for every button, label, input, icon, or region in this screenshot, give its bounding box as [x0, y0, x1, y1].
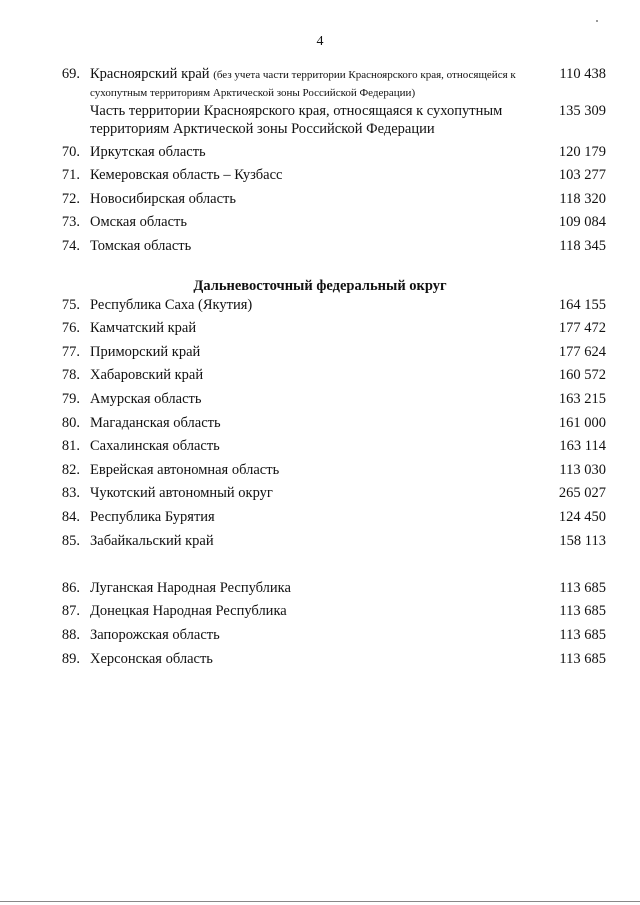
scan-mark — [596, 20, 598, 22]
row-number: 76. — [61, 320, 80, 336]
row-number: 87. — [61, 603, 80, 619]
row-value: 265 027 — [558, 485, 606, 501]
row-name: Еврейская автономная область — [90, 462, 280, 478]
row-value: 135 309 — [558, 103, 606, 119]
row-value: 113 685 — [559, 580, 606, 596]
row-value: 177 472 — [558, 320, 606, 336]
row-number: 82. — [61, 462, 80, 478]
row-number: 79. — [61, 391, 80, 407]
row-number: 78. — [61, 367, 80, 383]
row-value: 118 320 — [559, 191, 606, 207]
row-value: 163 215 — [558, 391, 606, 407]
row-name: Амурская область — [90, 391, 202, 407]
row-number: 81. — [61, 438, 80, 454]
row-name: Сахалинская область — [90, 438, 220, 454]
row-value: 164 155 — [558, 297, 606, 313]
row-number: 74. — [61, 238, 80, 254]
row-number: 80. — [61, 415, 80, 431]
row-number: 88. — [61, 627, 80, 643]
row-number: 70. — [61, 144, 80, 160]
row-number: 75. — [61, 297, 80, 313]
row-name: Камчатский край — [90, 320, 197, 336]
row-name: Донецкая Народная Республика — [90, 603, 287, 619]
row-value: 120 179 — [558, 144, 606, 160]
row-value: 109 084 — [558, 214, 606, 230]
row-number: 73. — [61, 214, 80, 230]
row-number: 77. — [61, 344, 80, 360]
row-number: 89. — [61, 651, 80, 667]
row-number: 83. — [61, 485, 80, 501]
region-name: Красноярский край — [90, 66, 210, 82]
row-name: Забайкальский край — [90, 533, 214, 549]
row-value: 113 685 — [559, 651, 606, 667]
region-note: (без учета части территории Красноярского края, относящейся к сухопутным территориям Арктической зоны Российской Федерации) — [90, 69, 516, 99]
row-number: 85. — [61, 533, 80, 549]
row-number: 84. — [61, 509, 80, 525]
row-name: Республика Саха (Якутия) — [90, 297, 253, 313]
row-value: 113 030 — [559, 462, 606, 478]
row-value: 163 114 — [559, 438, 606, 454]
row-name: Омская область — [90, 214, 187, 230]
row-name: Запорожская область — [90, 627, 220, 643]
row-name: Томская область — [90, 238, 192, 254]
row-name: Приморский край — [90, 344, 201, 360]
row-value: 118 345 — [559, 238, 606, 254]
row-value: 177 624 — [558, 344, 606, 360]
row-name: Чукотский автономный округ — [90, 485, 273, 501]
row-name: Часть территории Красноярского края, относящаяся к сухопутным территориям Арктической зоны Российской Федерации — [90, 103, 503, 137]
row-value: 161 000 — [558, 415, 606, 431]
section-heading: Дальневосточный федеральный округ — [193, 278, 447, 294]
row-name: Республика Бурятия — [90, 509, 215, 525]
row-name: Иркутская область — [90, 144, 206, 160]
row-name: Луганская Народная Республика — [90, 580, 291, 596]
row-name: Магаданская область — [90, 415, 221, 431]
row-name: Кемеровская область – Кузбасс — [90, 167, 283, 183]
row-number: 71. — [61, 167, 80, 183]
row-number: 86. — [61, 580, 80, 596]
row-value: 103 277 — [558, 167, 606, 183]
row-value: 124 450 — [558, 509, 606, 525]
row-name — [90, 65, 545, 101]
row-value: 110 438 — [559, 66, 606, 82]
row-number: 69. — [61, 66, 80, 82]
row-number: 72. — [61, 191, 80, 207]
row-value: 158 113 — [559, 533, 606, 549]
page-number: 4 — [316, 34, 324, 49]
row-value: 160 572 — [558, 367, 606, 383]
row-name: Хабаровский край — [90, 367, 204, 383]
page-bottom-edge — [0, 901, 640, 902]
row-name: Херсонская область — [90, 651, 213, 667]
row-value: 113 685 — [559, 627, 606, 643]
row-name: Новосибирская область — [90, 191, 236, 207]
row-value: 113 685 — [559, 603, 606, 619]
